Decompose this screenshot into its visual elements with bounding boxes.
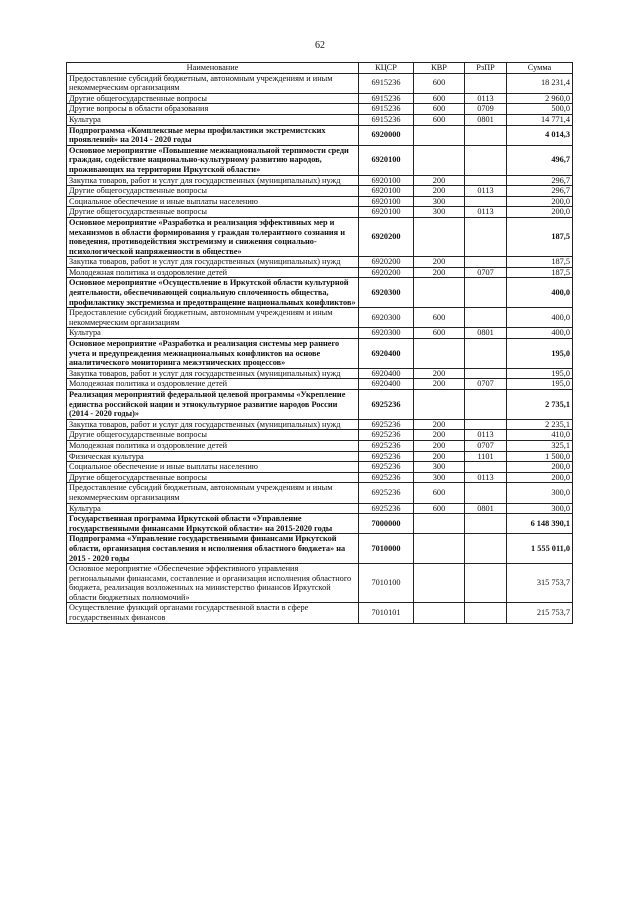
cell-kcsr: 6925236 — [359, 451, 414, 462]
cell-name: Закупка товаров, работ и услуг для государственных (муниципальных) нужд — [67, 419, 359, 430]
table-row — [67, 114, 573, 125]
cell-sum: 18 231,4 — [507, 73, 573, 93]
cell-kvr: 200 — [414, 368, 465, 379]
table-row — [67, 267, 573, 278]
cell-kcsr: 6920400 — [359, 379, 414, 390]
cell-rzpr: 0709 — [465, 104, 507, 115]
table-row — [67, 379, 573, 390]
table-row — [67, 503, 573, 514]
table-row — [67, 257, 573, 268]
cell-kcsr: 6920100 — [359, 207, 414, 218]
cell-sum: 2 735,1 — [507, 390, 573, 420]
cell-rzpr — [465, 278, 507, 308]
cell-name: Государственная программа Иркутской области «Управление государственными финансами Иркутской области» на 2015-2020 годы — [67, 514, 359, 534]
cell-kcsr: 7000000 — [359, 514, 414, 534]
cell-rzpr — [465, 390, 507, 420]
cell-rzpr — [465, 514, 507, 534]
cell-kcsr: 7010101 — [359, 603, 414, 623]
cell-name: Культура — [67, 114, 359, 125]
cell-name: Основное мероприятие «Разработка и реализация эффективных мер и механизмов в области формирования у граждан толерантного сознания и поведения, противодействия экстремизму и снижения социально-психологической напряженности в обществе» — [67, 217, 359, 256]
cell-sum: 195,0 — [507, 379, 573, 390]
cell-sum: 400,0 — [507, 308, 573, 328]
table-row — [67, 472, 573, 483]
header-sum: Сумма — [507, 63, 573, 74]
cell-rzpr — [465, 145, 507, 175]
cell-rzpr: 0113 — [465, 207, 507, 218]
cell-sum: 296,7 — [507, 175, 573, 186]
table-row — [67, 368, 573, 379]
cell-sum: 410,0 — [507, 430, 573, 441]
header-kvr: КВР — [414, 63, 465, 74]
cell-sum: 187,5 — [507, 257, 573, 268]
table-row — [67, 175, 573, 186]
cell-name: Подпрограмма «Комплексные меры профилактики экстремистских проявлений» на 2014 - 2020 годы — [67, 125, 359, 145]
cell-name: Другие общегосударственные вопросы — [67, 186, 359, 197]
cell-name: Другие вопросы в области образования — [67, 104, 359, 115]
cell-name: Молодежная политика и оздоровление детей — [67, 440, 359, 451]
cell-kvr — [414, 514, 465, 534]
cell-name: Культура — [67, 503, 359, 514]
cell-rzpr — [465, 257, 507, 268]
cell-kcsr: 6925236 — [359, 390, 414, 420]
cell-kvr — [414, 278, 465, 308]
cell-kvr — [414, 217, 465, 256]
cell-rzpr: 0707 — [465, 440, 507, 451]
cell-sum: 200,0 — [507, 207, 573, 218]
cell-kvr: 200 — [414, 451, 465, 462]
cell-rzpr — [465, 564, 507, 603]
cell-kvr: 200 — [414, 175, 465, 186]
header-kcsr: КЦСР — [359, 63, 414, 74]
cell-rzpr — [465, 175, 507, 186]
cell-sum: 315 753,7 — [507, 564, 573, 603]
cell-kvr — [414, 603, 465, 623]
cell-name: Физическая культура — [67, 451, 359, 462]
cell-kcsr: 6920300 — [359, 278, 414, 308]
cell-rzpr — [465, 73, 507, 93]
cell-sum: 187,5 — [507, 267, 573, 278]
cell-kcsr: 6925236 — [359, 430, 414, 441]
budget-table — [66, 62, 573, 624]
cell-kvr: 600 — [414, 483, 465, 503]
cell-rzpr: 0707 — [465, 379, 507, 390]
cell-rzpr — [465, 462, 507, 473]
cell-rzpr — [465, 368, 507, 379]
cell-kvr — [414, 145, 465, 175]
cell-kcsr: 6920300 — [359, 308, 414, 328]
cell-sum: 400,0 — [507, 328, 573, 339]
table-row — [67, 462, 573, 473]
cell-sum: 200,0 — [507, 462, 573, 473]
cell-rzpr: 0801 — [465, 328, 507, 339]
cell-rzpr: 0801 — [465, 114, 507, 125]
cell-sum: 296,7 — [507, 186, 573, 197]
cell-kvr: 600 — [414, 114, 465, 125]
cell-kcsr: 7010000 — [359, 534, 414, 564]
cell-rzpr: 0113 — [465, 93, 507, 104]
table-header-row — [67, 63, 573, 74]
cell-rzpr — [465, 603, 507, 623]
cell-sum: 300,0 — [507, 483, 573, 503]
cell-rzpr — [465, 217, 507, 256]
cell-kvr: 600 — [414, 104, 465, 115]
cell-rzpr — [465, 125, 507, 145]
table-row — [67, 440, 573, 451]
cell-kcsr: 6920200 — [359, 267, 414, 278]
table-row — [67, 145, 573, 175]
cell-name: Реализация мероприятий федеральной целевой программы «Укрепление единства российской нации и этнокультурное развитие народов России (2014 - 2020 годы)» — [67, 390, 359, 420]
cell-name: Осуществление функций органами государственной власти в сфере государственных финансов — [67, 603, 359, 623]
cell-kvr — [414, 339, 465, 369]
cell-kvr: 600 — [414, 308, 465, 328]
cell-name: Закупка товаров, работ и услуг для государственных (муниципальных) нужд — [67, 368, 359, 379]
table-row — [67, 328, 573, 339]
cell-kcsr: 6915236 — [359, 73, 414, 93]
table-row — [67, 430, 573, 441]
table-row — [67, 104, 573, 115]
cell-rzpr: 0113 — [465, 186, 507, 197]
cell-name: Социальное обеспечение и иные выплаты населению — [67, 196, 359, 207]
cell-sum: 195,0 — [507, 368, 573, 379]
cell-sum: 2 960,0 — [507, 93, 573, 104]
cell-name: Молодежная политика и оздоровление детей — [67, 267, 359, 278]
table-row — [67, 196, 573, 207]
cell-name: Другие общегосударственные вопросы — [67, 93, 359, 104]
cell-kcsr: 6920000 — [359, 125, 414, 145]
cell-kcsr: 6925236 — [359, 419, 414, 430]
cell-sum: 187,5 — [507, 217, 573, 256]
cell-kcsr: 6925236 — [359, 440, 414, 451]
cell-kvr: 300 — [414, 207, 465, 218]
cell-sum: 1 500,0 — [507, 451, 573, 462]
header-name: Наименование — [67, 63, 359, 74]
cell-kvr: 200 — [414, 440, 465, 451]
table-row — [67, 451, 573, 462]
cell-sum: 325,1 — [507, 440, 573, 451]
cell-kvr: 200 — [414, 419, 465, 430]
cell-kvr: 200 — [414, 186, 465, 197]
cell-name: Основное мероприятие «Повышение межнациональной терпимости среди граждан, содействие национально-культурному развитию народов, проживающих на территории Иркутской области» — [67, 145, 359, 175]
cell-sum: 6 148 390,1 — [507, 514, 573, 534]
table-row — [67, 186, 573, 197]
cell-rzpr — [465, 196, 507, 207]
cell-rzpr — [465, 308, 507, 328]
cell-name: Другие общегосударственные вопросы — [67, 430, 359, 441]
cell-rzpr — [465, 419, 507, 430]
cell-name: Основное мероприятие «Обеспечение эффективного управления региональными финансами, составление и организация исполнения областного бюджета, реализация возложенных на министерство финансов Иркутской области бюджетных полномочий» — [67, 564, 359, 603]
cell-name: Закупка товаров, работ и услуг для государственных (муниципальных) нужд — [67, 175, 359, 186]
cell-kcsr: 6920200 — [359, 257, 414, 268]
cell-kcsr: 6915236 — [359, 93, 414, 104]
table-row — [67, 207, 573, 218]
cell-kvr: 300 — [414, 462, 465, 473]
cell-sum: 496,7 — [507, 145, 573, 175]
table-row — [67, 390, 573, 420]
cell-rzpr — [465, 339, 507, 369]
cell-kvr — [414, 125, 465, 145]
cell-kcsr: 6920400 — [359, 368, 414, 379]
header-rzpr: РзПР — [465, 63, 507, 74]
cell-kvr — [414, 564, 465, 603]
cell-sum: 300,0 — [507, 503, 573, 514]
cell-kcsr: 6925236 — [359, 503, 414, 514]
cell-kcsr: 6920300 — [359, 328, 414, 339]
cell-kvr: 600 — [414, 503, 465, 514]
cell-kcsr: 6915236 — [359, 114, 414, 125]
cell-kvr — [414, 390, 465, 420]
cell-kvr: 200 — [414, 430, 465, 441]
table-row — [67, 217, 573, 256]
table-row — [67, 514, 573, 534]
cell-kvr: 600 — [414, 73, 465, 93]
cell-kcsr: 6920400 — [359, 339, 414, 369]
cell-rzpr: 0113 — [465, 430, 507, 441]
table-row — [67, 308, 573, 328]
table-row — [67, 339, 573, 369]
cell-name: Предоставление субсидий бюджетным, автономным учреждениям и иным некоммерческим организациям — [67, 483, 359, 503]
page-number: 62 — [315, 40, 325, 51]
table-row — [67, 534, 573, 564]
cell-kvr — [414, 534, 465, 564]
cell-kcsr: 6920200 — [359, 217, 414, 256]
cell-kcsr: 6915236 — [359, 104, 414, 115]
cell-kvr: 600 — [414, 93, 465, 104]
cell-sum: 500,0 — [507, 104, 573, 115]
table-row — [67, 603, 573, 623]
table-row — [67, 483, 573, 503]
table-row — [67, 564, 573, 603]
cell-kvr: 200 — [414, 267, 465, 278]
cell-name: Культура — [67, 328, 359, 339]
cell-kvr: 200 — [414, 257, 465, 268]
cell-kvr: 600 — [414, 328, 465, 339]
cell-rzpr — [465, 534, 507, 564]
cell-sum: 1 555 011,0 — [507, 534, 573, 564]
cell-kcsr: 7010100 — [359, 564, 414, 603]
table-row — [67, 93, 573, 104]
cell-name: Предоставление субсидий бюджетным, автономным учреждениям и иным некоммерческим организациям — [67, 308, 359, 328]
cell-kcsr: 6925236 — [359, 483, 414, 503]
cell-rzpr: 0707 — [465, 267, 507, 278]
cell-sum: 200,0 — [507, 472, 573, 483]
cell-sum: 215 753,7 — [507, 603, 573, 623]
cell-kcsr: 6920100 — [359, 196, 414, 207]
cell-kcsr: 6920100 — [359, 145, 414, 175]
cell-sum: 195,0 — [507, 339, 573, 369]
cell-kvr: 200 — [414, 379, 465, 390]
table-row — [67, 125, 573, 145]
cell-sum: 4 014,3 — [507, 125, 573, 145]
cell-kcsr: 6925236 — [359, 472, 414, 483]
cell-sum: 14 771,4 — [507, 114, 573, 125]
cell-name: Социальное обеспечение и иные выплаты населению — [67, 462, 359, 473]
cell-rzpr: 1101 — [465, 451, 507, 462]
cell-kvr: 300 — [414, 472, 465, 483]
cell-kvr: 300 — [414, 196, 465, 207]
cell-kcsr: 6925236 — [359, 462, 414, 473]
cell-name: Другие общегосударственные вопросы — [67, 472, 359, 483]
cell-rzpr: 0113 — [465, 472, 507, 483]
cell-kcsr: 6920100 — [359, 175, 414, 186]
cell-sum: 400,0 — [507, 278, 573, 308]
cell-name: Основное мероприятие «Разработка и реализация системы мер раннего учета и предупреждения межнациональных конфликтов на основе аналитического мониторинга межэтнических процессов» — [67, 339, 359, 369]
cell-name: Предоставление субсидий бюджетным, автономным учреждениям и иным некоммерческим организациям — [67, 73, 359, 93]
cell-name: Закупка товаров, работ и услуг для государственных (муниципальных) нужд — [67, 257, 359, 268]
cell-kcsr: 6920100 — [359, 186, 414, 197]
cell-sum: 200,0 — [507, 196, 573, 207]
cell-rzpr: 0801 — [465, 503, 507, 514]
table-row — [67, 419, 573, 430]
cell-name: Подпрограмма «Управление государственными финансами Иркутской области, организация составления и исполнения областного бюджета» на 2015 - 2020 годы — [67, 534, 359, 564]
cell-name: Другие общегосударственные вопросы — [67, 207, 359, 218]
cell-name: Основное мероприятие «Осуществление в Иркутской области культурной деятельности, обеспечивающей социальную сплоченность общества, профилактику экстремизма и предотвращение национальных конфликтов» — [67, 278, 359, 308]
table-row — [67, 278, 573, 308]
cell-rzpr — [465, 483, 507, 503]
table-row — [67, 73, 573, 93]
cell-sum: 2 235,1 — [507, 419, 573, 430]
cell-name: Молодежная политика и оздоровление детей — [67, 379, 359, 390]
